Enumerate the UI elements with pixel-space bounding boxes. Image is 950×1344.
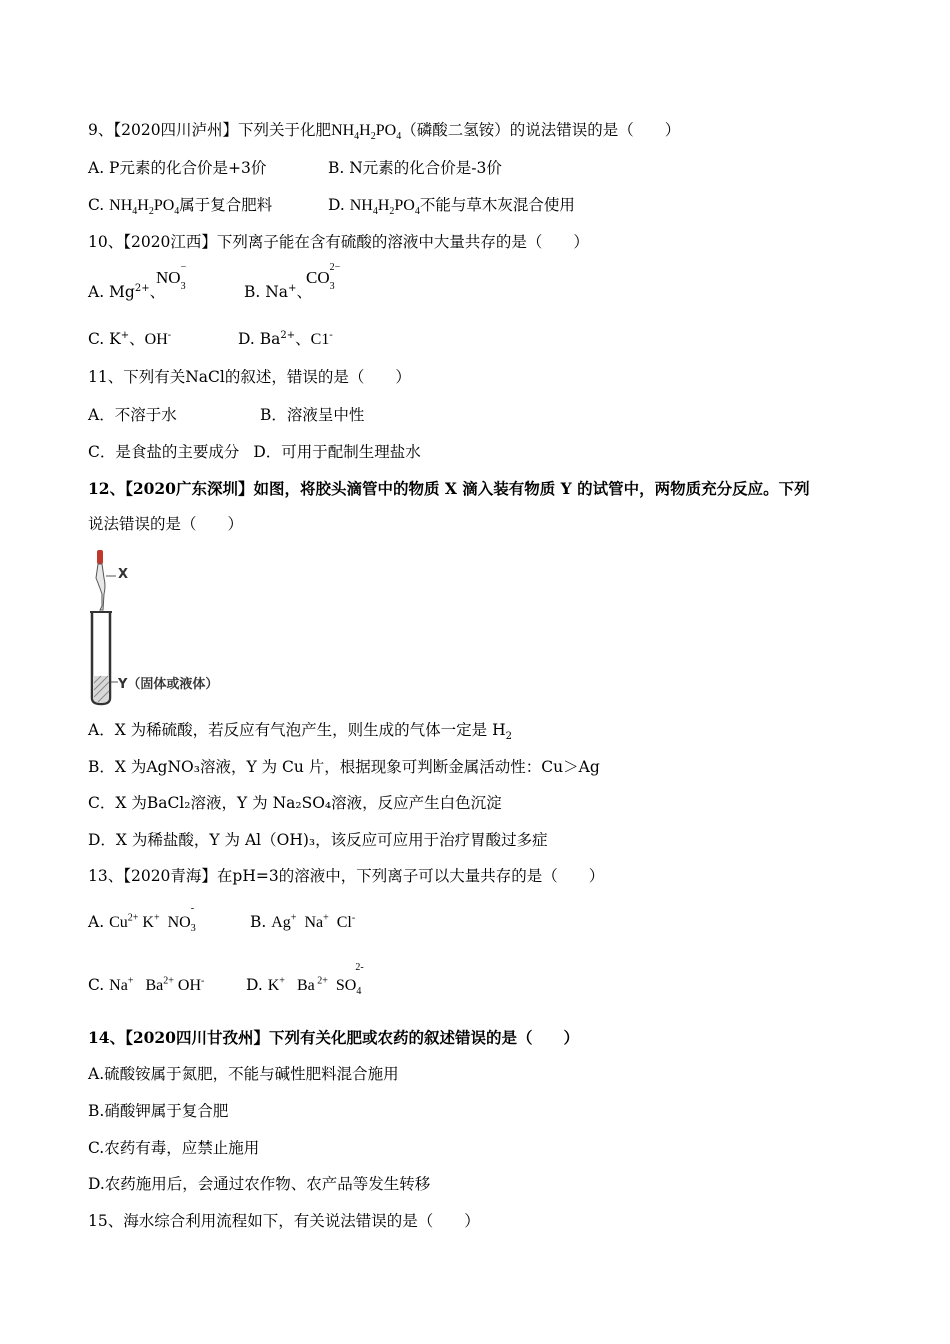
q11-option-c: C．是食盐的主要成分	[88, 443, 240, 461]
q9-stem	[88, 120, 680, 141]
q9-stem-post: （磷酸二氢铵）的说法错误的是（ ）	[401, 121, 681, 139]
q13-option-c: C. Na+ $Ba^{2+}$ OH-	[88, 975, 205, 994]
figure-label-x: X	[118, 567, 129, 582]
q10-option-a: A. $Mg^{2+}$、 $NO_3^-$	[88, 262, 187, 301]
q13-option-a: A. $Cu^{2+}$ K+ $NO_3^-$	[88, 902, 196, 935]
q9-option-a: A. P元素的化合价是+3价	[88, 159, 267, 177]
q13-option-b: B. Ag+ Na+ Cl-	[250, 912, 356, 931]
test-tube-figure	[88, 548, 238, 708]
q9-options-ab	[88, 158, 502, 178]
q10-option-c: C. K+、OH-	[88, 329, 172, 348]
q11-options-cd	[88, 442, 421, 462]
q10-options-cd	[88, 329, 333, 350]
q9-option-d: D. $NH_4H_2PO_4$不能与草木灰混合使用	[328, 196, 575, 218]
q14-option-b: B.硝酸钾属于复合肥	[88, 1102, 229, 1120]
q9-option-b: B. N元素的化合价是-3价	[328, 159, 502, 177]
q13-options-ab	[88, 902, 356, 935]
figure-label-y: Y（固体或液体）	[118, 677, 219, 692]
q12-option-a: A．X 为稀硫酸，若反应有气泡产生，则生成的气体一定是 $H_2$	[88, 721, 512, 743]
q10-options-ab	[88, 262, 341, 304]
q10-stem: 10、【2020江西】下列离子能在含有硫酸的溶液中大量共存的是（ ）	[88, 233, 589, 251]
q13-options-cd	[88, 961, 370, 998]
q11-option-d: D．可用于配制生理盐水	[253, 443, 421, 461]
q12-option-c: C．X 为BaCl₂溶液，Y 为 Na₂SO₄溶液，反应产生白色沉淀	[88, 794, 502, 812]
q9-options-cd	[88, 195, 575, 216]
q14-option-a: A.硫酸铵属于氮肥，不能与碱性肥料混合施用	[88, 1065, 399, 1083]
q10-option-d: D. $Ba^{2+}$、C1-	[238, 329, 333, 348]
q11-stem: 11、下列有关NaCl的叙述，错误的是（ ）	[88, 368, 411, 386]
q12-option-d: D．X 为稀盐酸，Y 为 Al（OH)₃，该反应可应用于治疗胃酸过多症	[88, 831, 548, 849]
q14-option-d: D.农药施用后，会通过农作物、农产品等发生转移	[88, 1175, 431, 1193]
q14-option-c: C.农药有毒，应禁止施用	[88, 1139, 260, 1157]
q11-option-b: B．溶液呈中性	[260, 406, 365, 424]
q12-stem-line2: 说法错误的是（ ）	[88, 515, 244, 533]
q11-option-a: A．不溶于水	[88, 406, 177, 424]
q13-stem: 13、【2020青海】在pH=3的溶液中，下列离子可以大量共存的是（ ）	[88, 867, 605, 885]
q13-option-d: D. K+ Ba $^{2+}$ $SO_4^{2-}$	[246, 961, 364, 998]
q12-stem-line1: 12、【2020广东深圳】如图，将胶头滴管中的物质 X 滴入装有物质 Y 的试管中，两物质充分反应。下列	[88, 479, 810, 498]
q10-option-b: B. Na+、 $CO_3^{2-}$	[244, 262, 341, 301]
q11-options-ab	[88, 405, 364, 425]
q9-option-c: C. $NH_4H_2PO_4$属于复合肥料	[88, 196, 273, 218]
q9-formula: $NH_4H_2PO_4$	[331, 122, 402, 143]
q14-stem: 14、【2020四川甘孜州】下列有关化肥或农药的叙述错误的是（ ）	[88, 1028, 579, 1047]
q9-stem-pre: 9、【2020四川泸州】下列关于化肥	[88, 121, 332, 139]
q12-option-b: B．X 为AgNO₃溶液，Y 为 Cu 片，根据现象可判断金属活动性：Cu＞Ag	[88, 758, 600, 776]
q15-stem: 15、海水综合利用流程如下，有关说法错误的是（ ）	[88, 1212, 480, 1230]
